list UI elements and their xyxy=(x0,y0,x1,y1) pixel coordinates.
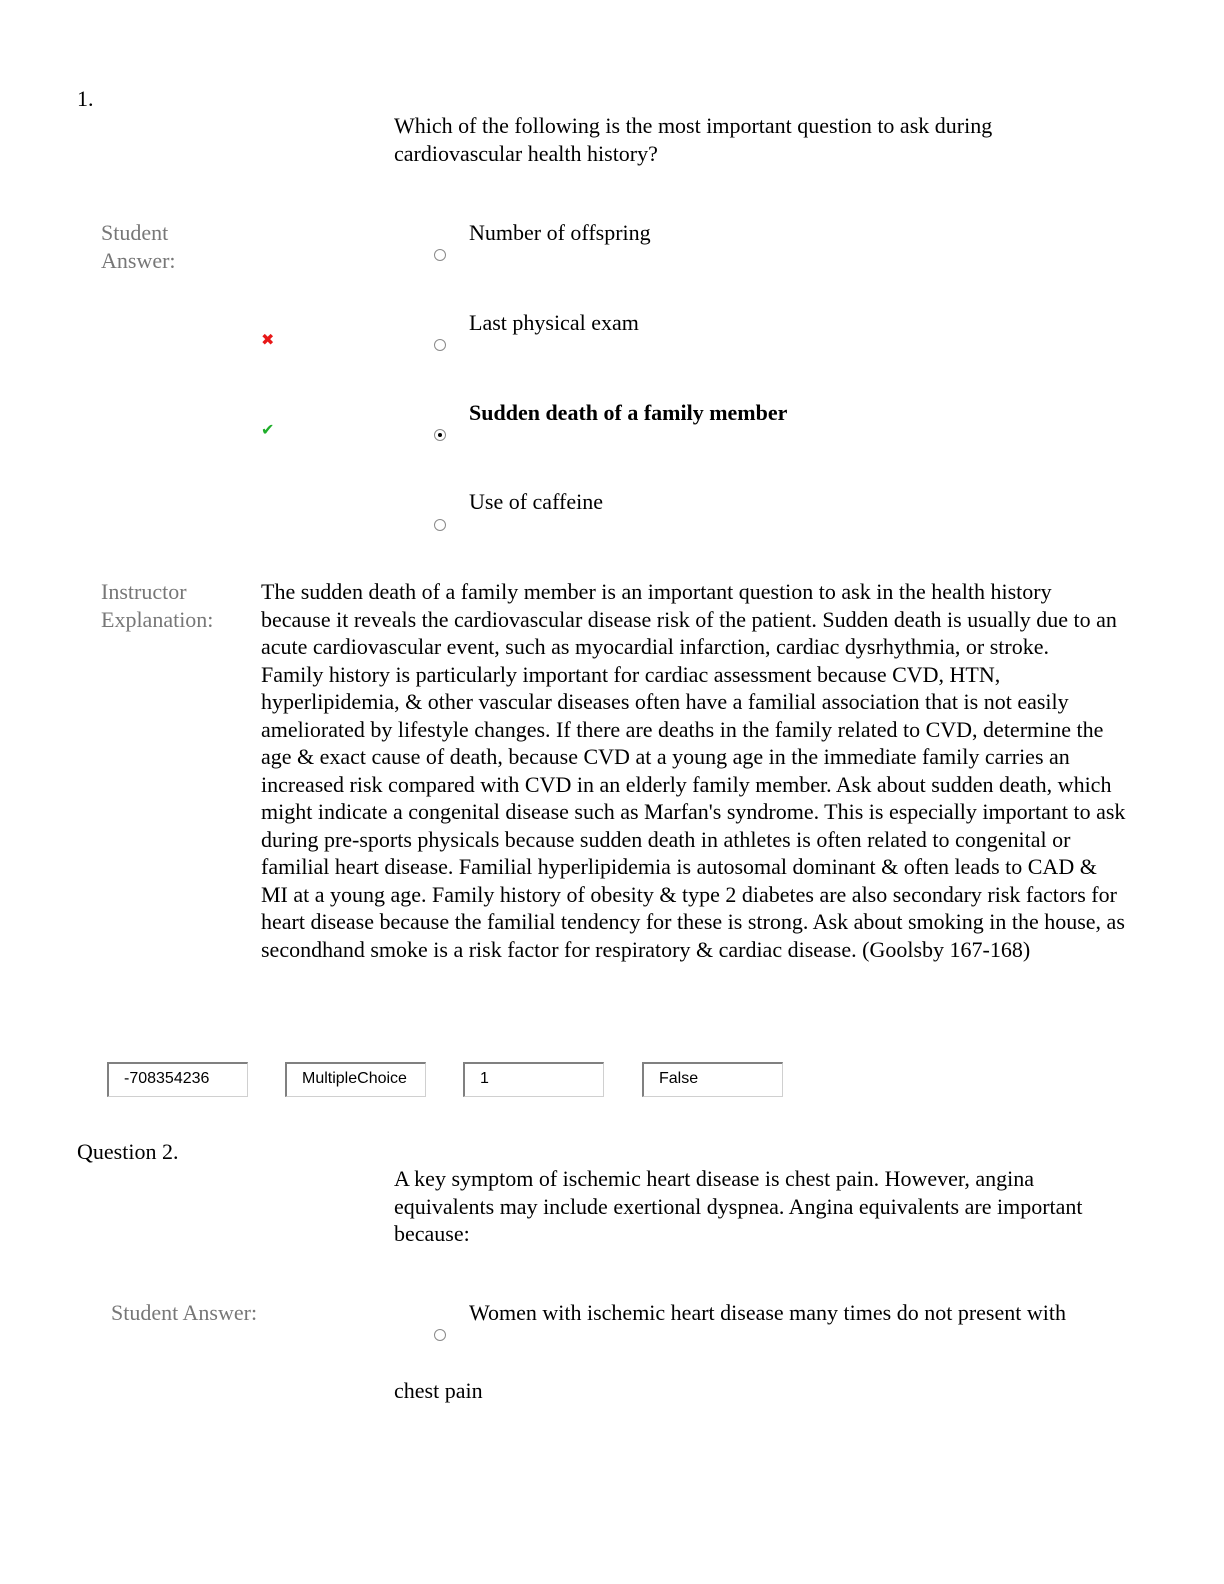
question-type-field[interactable]: MultipleChoice xyxy=(285,1062,426,1097)
question-id-field[interactable]: -708354236 xyxy=(107,1062,248,1097)
question-1-text: Which of the following is the most important question to ask during cardiovascular health history? xyxy=(394,113,993,166)
option-1-radio[interactable] xyxy=(434,249,446,261)
question-1-number: 1. xyxy=(77,86,94,111)
question-2-number: Question 2. xyxy=(77,1139,179,1164)
incorrect-x-icon: ✖ xyxy=(261,330,275,349)
option-4-radio[interactable] xyxy=(434,519,446,531)
instructor-explanation-label: Instructor Explanation: xyxy=(101,579,214,632)
question-2-text: A key symptom of ischemic heart disease is chest pain. However, angina equivalents may include exertional dyspnea. Angina equivalents are important because: xyxy=(394,1166,1083,1246)
correct-check-icon: ✔ xyxy=(261,420,275,439)
points-field[interactable]: 1 xyxy=(463,1062,604,1097)
option-4-label: Use of caffeine xyxy=(469,489,603,514)
option-3-radio[interactable] xyxy=(434,429,446,441)
student-answer-label: Student Answer: xyxy=(101,220,176,273)
option-2-radio[interactable] xyxy=(434,339,446,351)
option-2-label: Last physical exam xyxy=(469,310,639,335)
instructor-explanation-text xyxy=(261,578,1126,963)
explanation-paragraph-2: Family history is particularly important for cardiac assessment because CVD, HTN, hyperlipidemia, & other vascular diseases often have a familial association that is not easily ameliorated by lifestyle changes. If there are deaths in the family related to CVD, determine the age & exact cause of death, because CVD at a young age in the immediate family carries an increased risk compared with CVD in an elderly family member. Ask about sudden death, which might indicate a congenital disease such as Marfan's syndrome. This is especially important to ask during pre-sports physicals because sudden death in athletes is often related to congenital or familial heart disease. Familial hyperlipidemia is autosomal dominant & often leads to CAD & MI at a young age. Family history of obesity & type 2 diabetes are also secondary risk factors for heart disease because the familial tendency for these is strong. Ask about smoking in the house, as secondhand smoke is a risk factor for respiratory & cardiac disease. (Goolsby 167-168) xyxy=(261,661,1126,962)
explanation-paragraph-1: The sudden death of a family member is an important question to ask in the health history because it reveals the cardiovascular disease risk of the patient. Sudden death is usually due to an acute cardiovascular event, such as myocardial infarction, cardiac dysrhythmia, or stroke. xyxy=(261,579,1117,659)
q2-option-1-label: Women with ischemic heart disease many times do not present with xyxy=(469,1300,1066,1325)
q2-option-1-label-continued: chest pain xyxy=(394,1378,483,1403)
q2-option-1-radio[interactable] xyxy=(434,1329,446,1341)
option-3-label: Sudden death of a family member xyxy=(469,400,788,425)
option-1-label: Number of offspring xyxy=(469,220,651,245)
student-answer-label-2: Student Answer: xyxy=(111,1300,258,1325)
flag-field[interactable]: False xyxy=(642,1062,783,1097)
